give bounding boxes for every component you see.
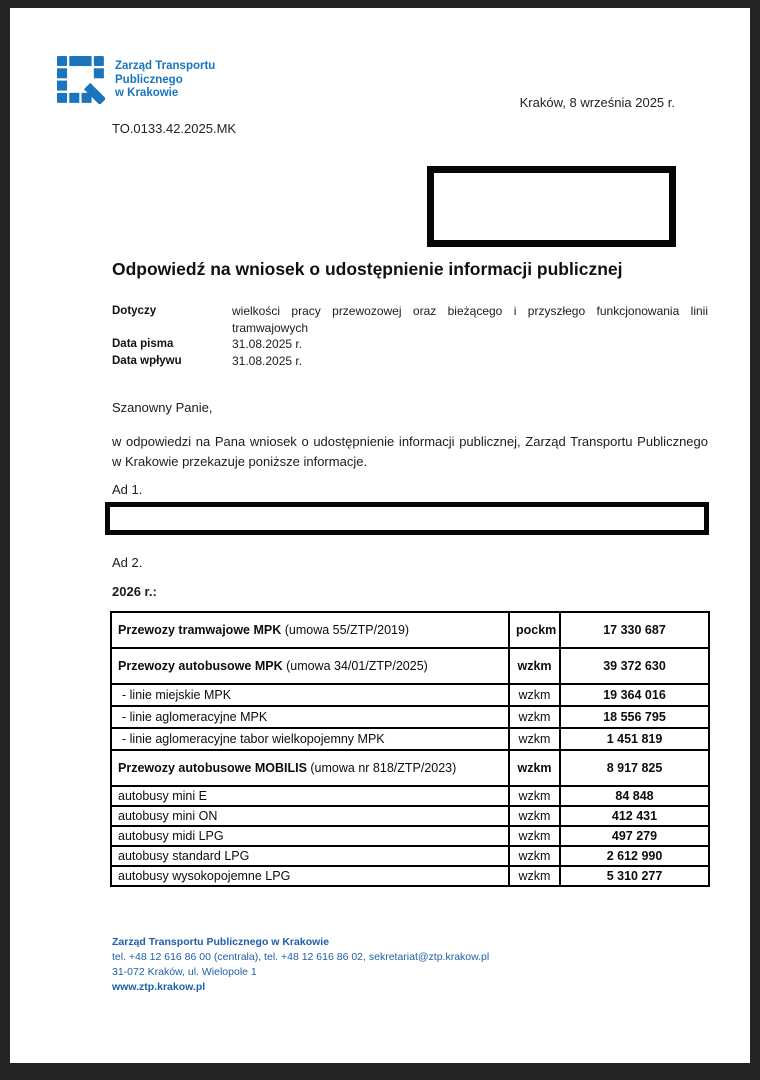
row-label-rest: - linie aglomeracyjne MPK <box>122 710 268 724</box>
row-label-rest: autobusy standard LPG <box>118 849 250 863</box>
meta-label-data-pisma: Data pisma <box>112 338 174 350</box>
row-unit-cell: wzkm <box>509 648 560 684</box>
row-unit-cell: wzkm <box>509 806 560 826</box>
row-value-cell: 5 310 277 <box>560 866 709 886</box>
row-value-cell: 84 848 <box>560 786 709 806</box>
letterhead-logo <box>57 56 215 104</box>
meta-label-data-wplywu: Data wpływu <box>112 354 182 367</box>
row-label-rest: autobusy wysokopojemne LPG <box>118 869 291 883</box>
row-unit-cell: wzkm <box>509 750 560 786</box>
row-label-cell <box>111 806 509 826</box>
row-label-cell <box>111 684 509 706</box>
row-label-cell <box>111 866 509 886</box>
work-volume-table-body <box>111 612 709 886</box>
letterhead-org-name <box>115 60 215 101</box>
meta-block <box>112 303 708 369</box>
row-value-cell: 2 612 990 <box>560 846 709 866</box>
meta-value-dotyczy: wielkości pracy przewozowej oraz bieżącego i przyszłego funkcjonowania linii tramwajowych <box>232 304 708 335</box>
row-value-cell: 19 364 016 <box>560 684 709 706</box>
work-volume-table <box>110 611 710 887</box>
row-label-cell <box>111 750 509 786</box>
row-label-bold: Przewozy tramwajowe MPK <box>118 623 282 637</box>
dateline: Kraków, 8 września 2025 r. <box>519 95 675 110</box>
row-unit-cell: wzkm <box>509 866 560 886</box>
row-label-cell <box>111 612 509 648</box>
ad2-label: Ad 2. <box>112 555 143 570</box>
table-row <box>111 706 709 728</box>
reference-number: TO.0133.42.2025.MK <box>112 121 237 136</box>
work-volume-table-wrap <box>110 611 710 887</box>
org-name-line: Publicznego <box>115 73 183 86</box>
row-label-rest: autobusy midi LPG <box>118 829 224 843</box>
body-paragraph: w odpowiedzi na Pana wniosek o udostępnienie informacji publicznej, Zarząd Transportu Publicznego w Krakowie przekazuje poniższe informacje. <box>112 434 708 469</box>
row-unit-cell: pockm <box>509 612 560 648</box>
row-unit-cell: wzkm <box>509 706 560 728</box>
row-value-cell: 1 451 819 <box>560 728 709 750</box>
table-row <box>111 786 709 806</box>
row-value-cell: 412 431 <box>560 806 709 826</box>
row-value-cell: 17 330 687 <box>560 612 709 648</box>
row-label-cell <box>111 648 509 684</box>
table-row <box>111 866 709 886</box>
row-label-rest: autobusy mini ON <box>118 809 218 823</box>
row-unit-cell: wzkm <box>509 826 560 846</box>
row-label-cell <box>111 706 509 728</box>
meta-label-dotyczy: Dotyczy <box>112 305 157 317</box>
document-title: Odpowiedź na wniosek o udostępnienie informacji publicznej <box>112 259 623 279</box>
table-row <box>111 846 709 866</box>
meta-value-data-wplywu: 31.08.2025 r. <box>232 353 303 368</box>
table-row <box>111 684 709 706</box>
row-value-cell: 18 556 795 <box>560 706 709 728</box>
footer-block <box>112 935 489 995</box>
row-label-rest: (umowa 34/01/ZTP/2025) <box>282 659 428 673</box>
row-label-rest: autobusy mini E <box>118 789 207 803</box>
ad1-label: Ad 1. <box>112 482 143 497</box>
row-value-cell: 8 917 825 <box>560 750 709 786</box>
salutation: Szanowny Panie, <box>112 400 213 415</box>
row-label-bold: Przewozy autobusowe MPK <box>118 659 283 673</box>
row-value-cell: 39 372 630 <box>560 648 709 684</box>
org-name-line: w Krakowie <box>115 87 179 99</box>
footer-org-name: Zarząd Transportu Publicznego w Krakowie <box>112 936 330 948</box>
row-label-cell <box>111 786 509 806</box>
row-label-bold: Przewozy autobusowe MOBILIS <box>118 761 307 775</box>
row-label-rest: - linie miejskie MPK <box>122 688 232 702</box>
row-unit-cell: wzkm <box>509 846 560 866</box>
table-row <box>111 648 709 684</box>
row-unit-cell: wzkm <box>509 684 560 706</box>
org-name-line: Zarząd Transportu <box>115 60 216 72</box>
row-label-cell <box>111 728 509 750</box>
table-row <box>111 728 709 750</box>
row-label-cell <box>111 846 509 866</box>
table-row <box>111 806 709 826</box>
row-label-cell <box>111 826 509 846</box>
table-row <box>111 612 709 648</box>
ad1-redaction-box <box>105 502 709 535</box>
footer-address-line: 31-072 Kraków, ul. Wielopole 1 <box>112 966 257 978</box>
table-row <box>111 750 709 786</box>
row-value-cell: 497 279 <box>560 826 709 846</box>
table-row <box>111 826 709 846</box>
ztp-logo-icon <box>57 56 105 104</box>
row-unit-cell: wzkm <box>509 786 560 806</box>
row-label-rest: (umowa nr 818/ZTP/2023) <box>306 761 457 775</box>
year-heading: 2026 r.: <box>112 584 157 599</box>
meta-value-data-pisma: 31.08.2025 r. <box>232 337 303 351</box>
row-label-rest: - linie aglomeracyjne tabor wielkopojemny MPK <box>122 732 385 746</box>
footer-contact-line: tel. +48 12 616 86 00 (centrala), tel. +48 12 616 86 02, sekretariat@ztp.krakow.pl <box>112 951 490 963</box>
footer-website: www.ztp.krakow.pl <box>112 981 206 993</box>
recipient-redaction-box <box>427 166 676 247</box>
document-page <box>10 8 750 1063</box>
row-unit-cell: wzkm <box>509 728 560 750</box>
row-label-rest: (umowa 55/ZTP/2019) <box>281 623 410 637</box>
